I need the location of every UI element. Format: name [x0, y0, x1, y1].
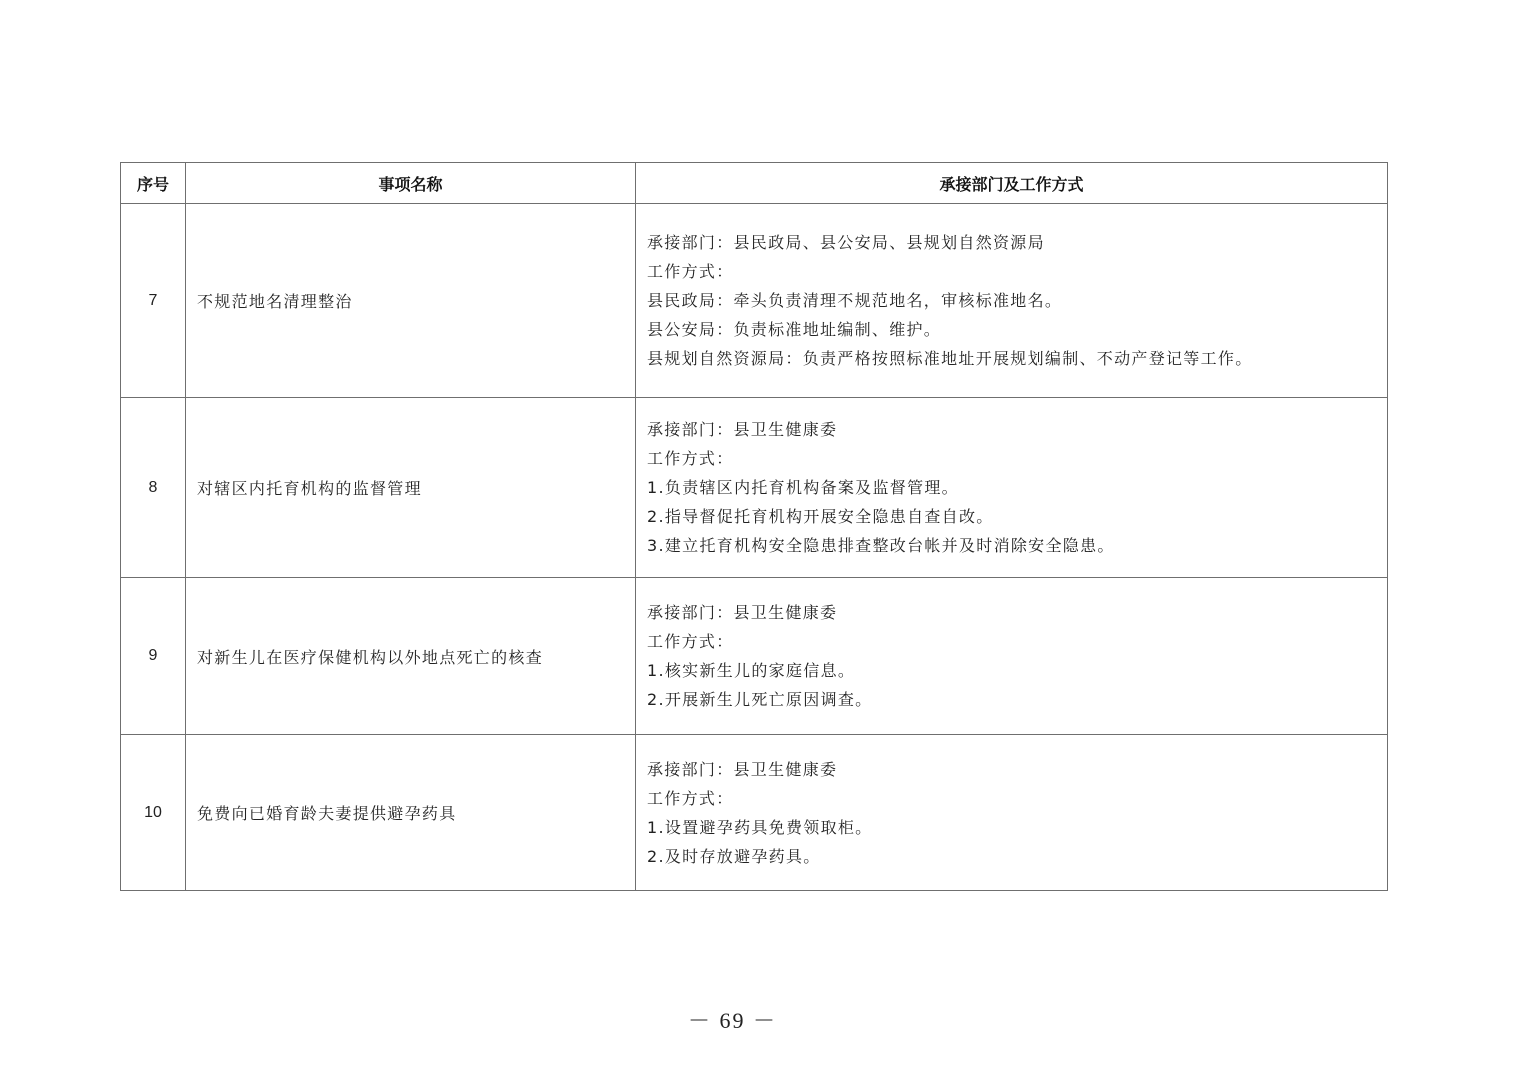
detail-line: 1.核实新生儿的家庭信息。 [647, 661, 856, 680]
row-department-detail [636, 204, 1388, 398]
table-row [121, 735, 1388, 891]
detail-line: 承接部门：县卫生健康委 [647, 759, 838, 779]
row-department-detail [636, 578, 1388, 735]
detail-line: 工作方式： [647, 632, 734, 651]
detail-line: 3.建立托育机构安全隐患排查整改台帐并及时消除安全隐患。 [647, 536, 1115, 555]
row-matter-name: 对辖区内托育机构的监督管理 [186, 398, 636, 578]
row-matter-name: 对新生儿在医疗保健机构以外地点死亡的核查 [186, 578, 636, 735]
header-matter-name: 事项名称 [186, 163, 636, 204]
detail-line: 2.及时存放避孕药具。 [647, 846, 821, 866]
detail-line: 承接部门：县卫生健康委 [647, 420, 838, 439]
detail-line: 工作方式： [647, 449, 734, 468]
detail-line: 县规划自然资源局：负责严格按照标准地址开展规划编制、不动产登记等工作。 [647, 349, 1253, 368]
header-serial-number: 序号 [121, 163, 186, 204]
row-serial-number: 8 [121, 398, 186, 578]
row-department-detail [636, 735, 1388, 891]
detail-line: 工作方式： [647, 788, 734, 808]
table-row [121, 578, 1388, 735]
page-number: － 69 － [687, 1008, 777, 1033]
row-department-detail [636, 398, 1388, 578]
detail-line: 县公安局：负责标准地址编制、维护。 [647, 320, 942, 339]
table-row [121, 204, 1388, 398]
row-serial-number: 9 [121, 578, 186, 735]
row-matter-name: 免费向已婚育龄夫妻提供避孕药具 [186, 735, 636, 891]
detail-line: 2.开展新生儿死亡原因调查。 [647, 690, 873, 709]
detail-line: 承接部门：县卫生健康委 [647, 603, 838, 622]
detail-line: 1.设置避孕药具免费领取柜。 [647, 817, 873, 837]
row-serial-number: 10 [121, 735, 186, 891]
detail-line: 工作方式： [647, 262, 734, 281]
detail-line: 县民政局：牵头负责清理不规范地名，审核标准地名。 [647, 291, 1063, 310]
detail-line: 2.指导督促托育机构开展安全隐患自查自改。 [647, 507, 994, 526]
header-department-and-method: 承接部门及工作方式 [636, 163, 1388, 204]
table-row [121, 398, 1388, 578]
table-header-row [121, 163, 1388, 204]
matters-table [120, 162, 1388, 891]
detail-line: 承接部门：县民政局、县公安局、县规划自然资源局 [647, 233, 1045, 252]
row-serial-number: 7 [121, 204, 186, 398]
detail-line: 1.负责辖区内托育机构备案及监督管理。 [647, 478, 959, 497]
row-matter-name: 不规范地名清理整治 [186, 204, 636, 398]
